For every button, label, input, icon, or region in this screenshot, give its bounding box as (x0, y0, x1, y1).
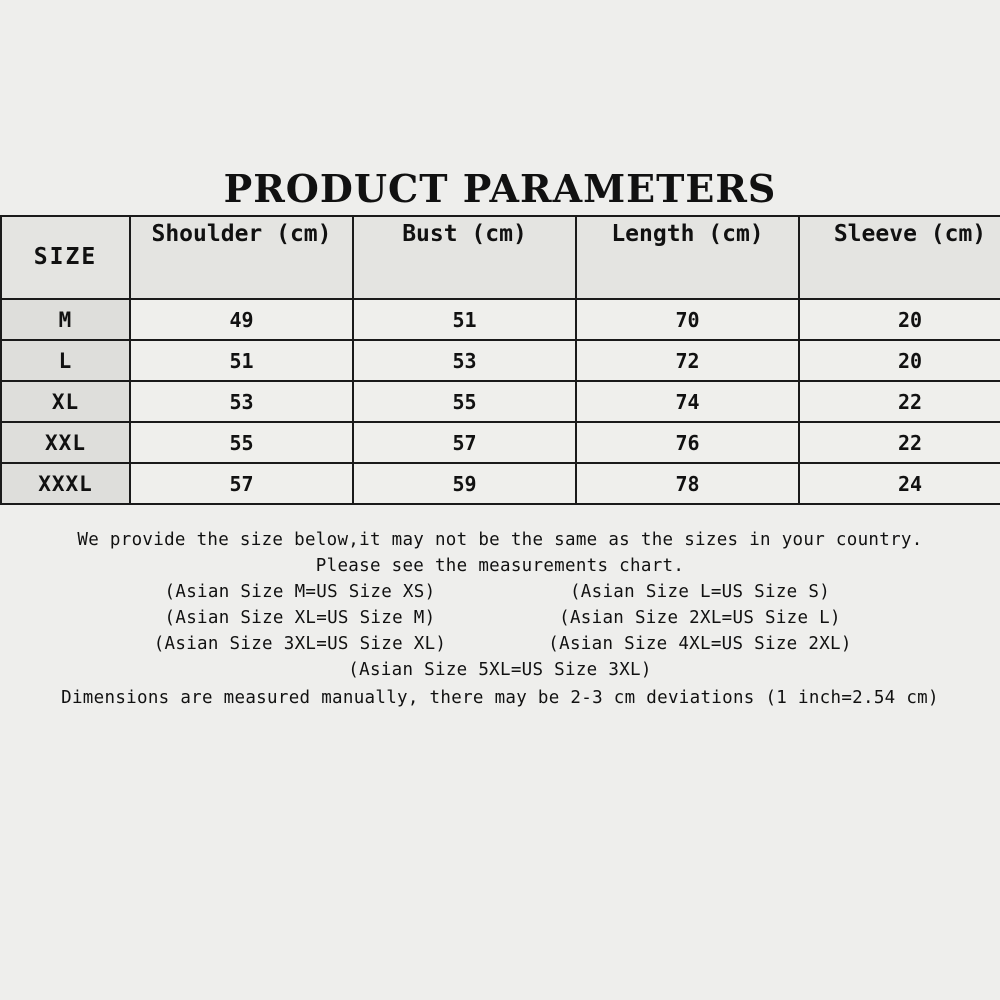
conversion-l-s: (Asian Size L=US Size S) (569, 582, 831, 602)
cell-sleeve: 20 (799, 299, 1000, 340)
cell-bust: 57 (353, 422, 576, 463)
conversion-5xl-3xl: (Asian Size 5XL=US Size 3XL) (348, 660, 652, 680)
conversion-xl-m: (Asian Size XL=US Size M) (164, 608, 436, 628)
conversion-2xl-l: (Asian Size 2XL=US Size L) (559, 608, 841, 628)
cell-bust: 59 (353, 463, 576, 504)
size-label: XXXL (1, 463, 130, 504)
table-row (1, 463, 1000, 504)
column-header-bust: Bust (cm) (353, 216, 576, 299)
conversion-3xl-xl: (Asian Size 3XL=US Size XL) (153, 634, 447, 654)
size-chart-table (0, 215, 1000, 505)
cell-bust: 53 (353, 340, 576, 381)
size-label: L (1, 340, 130, 381)
cell-shoulder: 53 (130, 381, 353, 422)
cell-shoulder: 51 (130, 340, 353, 381)
cell-sleeve: 20 (799, 340, 1000, 381)
conversion-4xl-2xl: (Asian Size 4XL=US Size 2XL) (548, 634, 852, 654)
cell-sleeve: 22 (799, 381, 1000, 422)
table-row (1, 422, 1000, 463)
parameters-sheet (0, 160, 1000, 711)
cell-shoulder: 57 (130, 463, 353, 504)
conversion-row (0, 631, 1000, 657)
size-label: M (1, 299, 130, 340)
size-label: XXL (1, 422, 130, 463)
table-body (1, 299, 1000, 504)
table-head (1, 216, 1000, 299)
cell-length: 74 (576, 381, 799, 422)
cell-length: 70 (576, 299, 799, 340)
conversion-m-xs: (Asian Size M=US Size XS) (164, 582, 436, 602)
size-notes (0, 505, 1000, 711)
cell-bust: 51 (353, 299, 576, 340)
cell-sleeve: 24 (799, 463, 1000, 504)
note-dimensions-deviation: Dimensions are measured manually, there may be 2-3 cm deviations (1 inch=2.54 cm) (61, 688, 939, 708)
cell-length: 72 (576, 340, 799, 381)
cell-bust: 55 (353, 381, 576, 422)
table-header-row (1, 216, 1000, 299)
cell-sleeve: 22 (799, 422, 1000, 463)
page-title: PRODUCT PARAMETERS (223, 166, 777, 211)
note-country-disclaimer: We provide the size below,it may not be the same as the sizes in your country. (77, 530, 923, 550)
column-header-size: SIZE (1, 216, 130, 299)
column-header-shoulder: Shoulder (cm) (130, 216, 353, 299)
cell-length: 76 (576, 422, 799, 463)
cell-shoulder: 55 (130, 422, 353, 463)
table-row (1, 381, 1000, 422)
column-header-length: Length (cm) (576, 216, 799, 299)
table-row (1, 340, 1000, 381)
conversion-row (0, 605, 1000, 631)
size-label: XL (1, 381, 130, 422)
note-measurements-chart: Please see the measurements chart. (315, 556, 685, 576)
column-header-sleeve: Sleeve (cm) (799, 216, 1000, 299)
table-row (1, 299, 1000, 340)
cell-shoulder: 49 (130, 299, 353, 340)
cell-length: 78 (576, 463, 799, 504)
conversion-row (0, 579, 1000, 605)
